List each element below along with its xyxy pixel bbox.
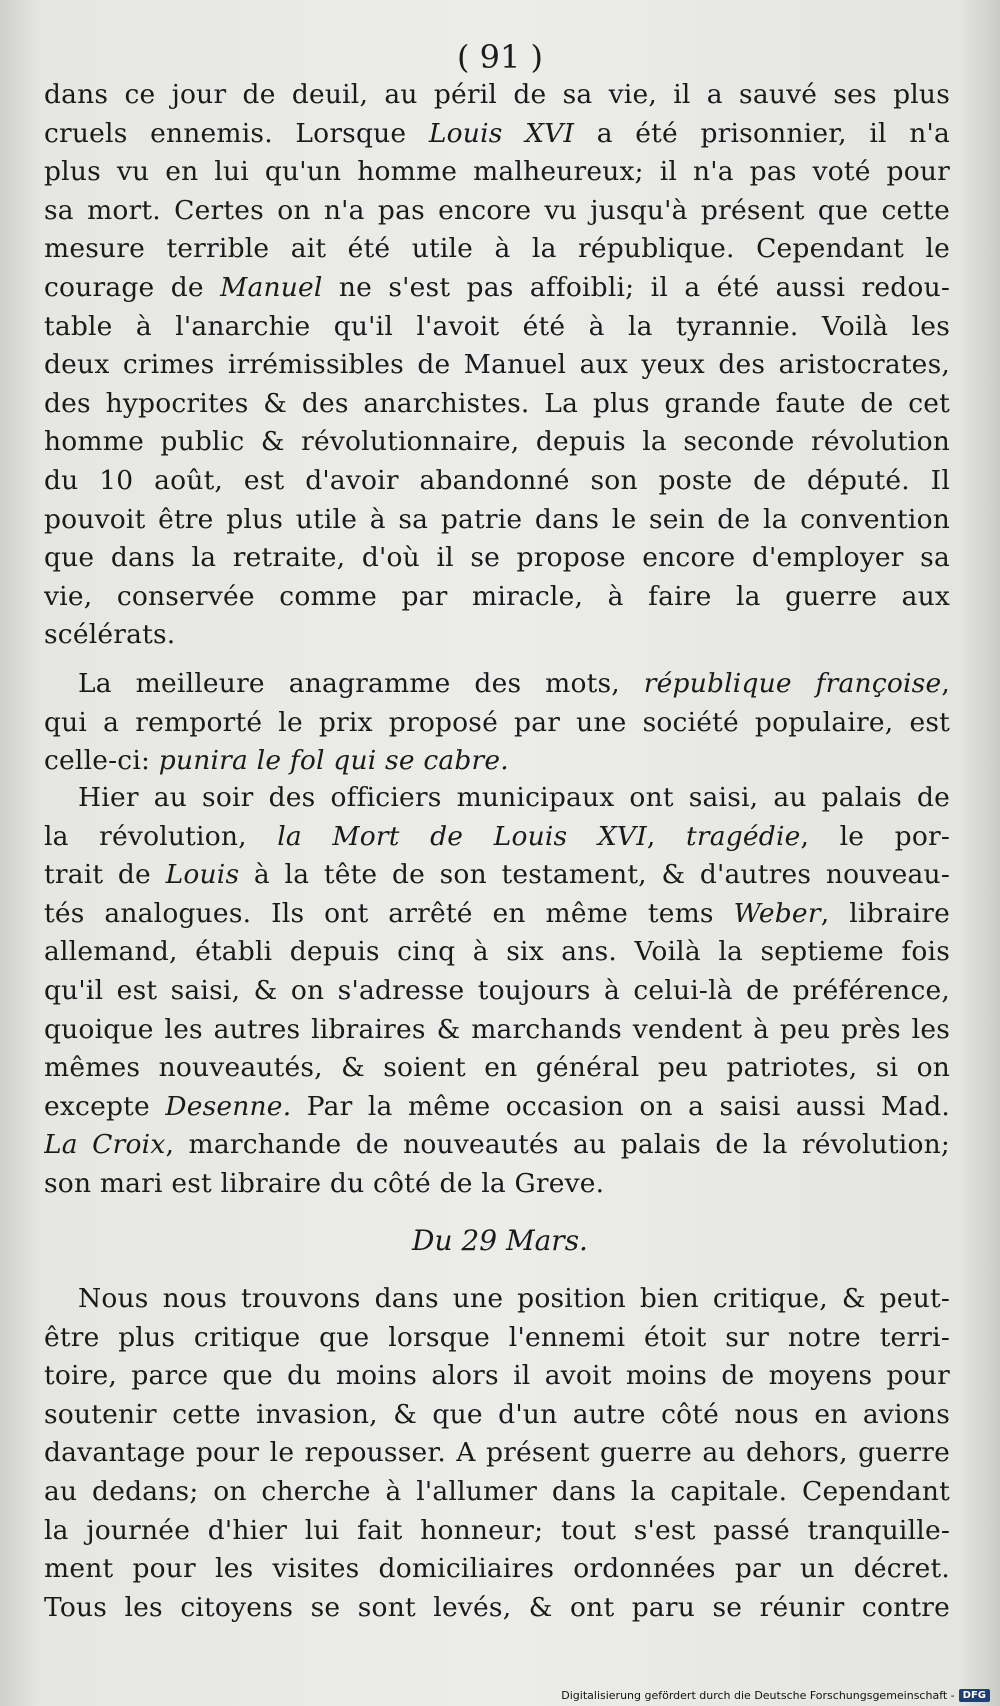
text-run: a été prisonnier, il n'a: [574, 117, 950, 149]
text-run: quoique les autres libraires & marchands vendent à peu près les: [44, 1013, 950, 1045]
text-line: [44, 856, 950, 895]
text-line: [44, 1512, 950, 1551]
text-run: courage de: [44, 271, 221, 303]
text-line: [44, 192, 950, 231]
text-line: [44, 1550, 950, 1589]
text-line: [44, 269, 950, 308]
paragraph-1: [44, 76, 950, 655]
text-line: [44, 616, 950, 655]
text-line: [44, 115, 950, 154]
italic-run: Weber: [733, 897, 821, 929]
text-line: [44, 818, 950, 857]
italic-run: Louis: [165, 859, 240, 891]
text-run: sa mort. Certes on n'a pas encore vu jusqu'à présent que cette: [44, 194, 950, 226]
text-run: à la tête de son testament, & d'autres nouveau-: [239, 859, 950, 891]
text-run: ,: [941, 668, 950, 699]
text-run: scélérats.: [44, 619, 176, 651]
text-run: du 10 août, est d'avoir abandonné son poste de député. Il: [44, 464, 950, 496]
text-run: , libraire: [820, 897, 950, 929]
text-line: [44, 1434, 950, 1473]
text-line: [44, 153, 950, 192]
text-run: qui a remporté le prix proposé par une société populaire, est: [44, 706, 950, 738]
section-heading-date: Du 29 Mars.: [412, 1224, 588, 1257]
text-line: [44, 385, 950, 424]
text-line: [44, 1319, 950, 1358]
page-number: ( 91 ): [456, 38, 544, 76]
text-line: [44, 462, 950, 501]
text-run: ,: [646, 820, 687, 852]
text-line: [44, 1088, 950, 1127]
text-run: deux crimes irrémissibles de Manuel aux yeux des aristocrates,: [44, 349, 950, 381]
text-run: table à l'anarchie qu'il l'avoit été à la tyrannie. Voilà les: [44, 310, 950, 342]
text-run: homme public & révolutionnaire, depuis la seconde révolution: [44, 426, 950, 458]
text-line: [44, 972, 950, 1011]
text-run: ment pour les visites domiciliaires ordonnées par un décret.: [44, 1553, 950, 1585]
italic-run: tragédie: [686, 820, 801, 852]
text-line: [44, 665, 950, 704]
text-line: [44, 1049, 950, 1088]
text-line: [44, 76, 950, 115]
text-line: [44, 578, 950, 617]
text-line: [44, 501, 950, 540]
text-line: [44, 1011, 950, 1050]
text-run: que dans la retraite, d'où il se propose encore d'employer sa: [44, 542, 950, 574]
paragraph-4: [44, 1280, 950, 1627]
italic-run: Louis XVI: [428, 117, 575, 149]
text-line: [44, 933, 950, 972]
text-run: être plus critique que lorsque l'ennemi étoit sur notre terri-: [44, 1321, 950, 1353]
text-line: [44, 1165, 950, 1204]
text-run: la révolution,: [44, 820, 278, 852]
text-run: allemand, établi depuis cinq à six ans. Voilà la septieme fois: [44, 936, 950, 968]
text-run: son mari est libraire du côté de la Greve.: [44, 1167, 605, 1199]
text-run: tés analogues. Ils ont arrêté en même tems: [44, 897, 734, 929]
text-run: celle-ci:: [44, 745, 159, 777]
text-run: vie, conservée comme par miracle, à faire la guerre aux: [44, 580, 950, 612]
italic-run: Desenne.: [165, 1090, 292, 1122]
text-run: cruels ennemis. Lorsque: [44, 117, 429, 149]
italic-run: république françoise: [643, 668, 942, 699]
text-run: pouvoit être plus utile à sa patrie dans le sein de la convention: [44, 503, 950, 535]
text-run: trait de: [44, 859, 166, 891]
text-line: [44, 779, 950, 818]
text-run: Tous les citoyens se sont levés, & ont paru se réunir contre: [44, 1591, 950, 1623]
text-line: [44, 742, 950, 781]
text-line: [44, 346, 950, 385]
text-run: qu'il est saisi, & on s'adresse toujours à celui-là de préférence,: [44, 974, 950, 1006]
text-line: [44, 1280, 950, 1319]
text-run: mêmes nouveautés, & soient en général peu patriotes, si on: [44, 1052, 950, 1084]
text-run: , le por-: [800, 820, 950, 852]
text-run: Hier au soir des officiers municipaux ont saisi, au palais de: [78, 782, 950, 813]
text-run: soutenir cette invasion, & que d'un autre côté nous en avions: [44, 1398, 950, 1430]
paragraph-3: [44, 779, 950, 1204]
text-run: Nous nous trouvons dans une position bien critique, & peut-: [78, 1283, 950, 1314]
text-line: [44, 1589, 950, 1628]
text-line: [44, 1396, 950, 1435]
text-run: toire, parce que du moins alors il avoit moins de moyens pour: [44, 1360, 950, 1392]
italic-run: la Mort de Louis XVI: [277, 820, 647, 852]
text-line: [44, 539, 950, 578]
text-line: [44, 704, 950, 743]
text-run: , marchande de nouveautés au palais de la révolution;: [165, 1129, 950, 1161]
italic-run: Manuel: [220, 271, 323, 303]
text-run: davantage pour le repousser. A présent guerre au dehors, guerre: [44, 1437, 950, 1469]
text-line: [44, 895, 950, 934]
paragraph-2: [44, 665, 950, 781]
text-line: [44, 1473, 950, 1512]
text-run: la journée d'hier lui fait honneur; tout s'est passé tranquille-: [44, 1514, 950, 1546]
digitization-footer: [561, 1689, 990, 1702]
italic-run: La Croix: [44, 1129, 166, 1161]
text-run: mesure terrible ait été utile à la république. Cependant le: [44, 233, 950, 265]
text-line: [44, 1126, 950, 1165]
text-run: ne s'est pas affoibli; il a été aussi redou-: [322, 271, 950, 303]
text-run: des hypocrites & des anarchistes. La plus grande faute de cet: [44, 387, 950, 419]
text-run: La meilleure anagramme des mots,: [78, 668, 644, 699]
italic-run: punira le fol qui se cabre.: [158, 745, 509, 777]
text-line: [44, 230, 950, 269]
text-run: plus vu en lui qu'un homme malheureux; il n'a pas voté pour: [44, 156, 950, 188]
text-line: [44, 1357, 950, 1396]
text-run: excepte: [44, 1090, 166, 1122]
text-line: [44, 308, 950, 347]
text-line: [44, 423, 950, 462]
dfg-logo: DFG: [959, 1689, 990, 1702]
text-run: dans ce jour de deuil, au péril de sa vie, il a sauvé ses plus: [44, 79, 950, 110]
text-run: Par la même occasion on a saisi aussi Mad.: [291, 1090, 950, 1122]
text-run: au dedans; on cherche à l'allumer dans la capitale. Cependant: [44, 1475, 950, 1507]
footer-text: Digitalisierung gefördert durch die Deutsche Forschungsgemeinschaft -: [561, 1689, 955, 1702]
